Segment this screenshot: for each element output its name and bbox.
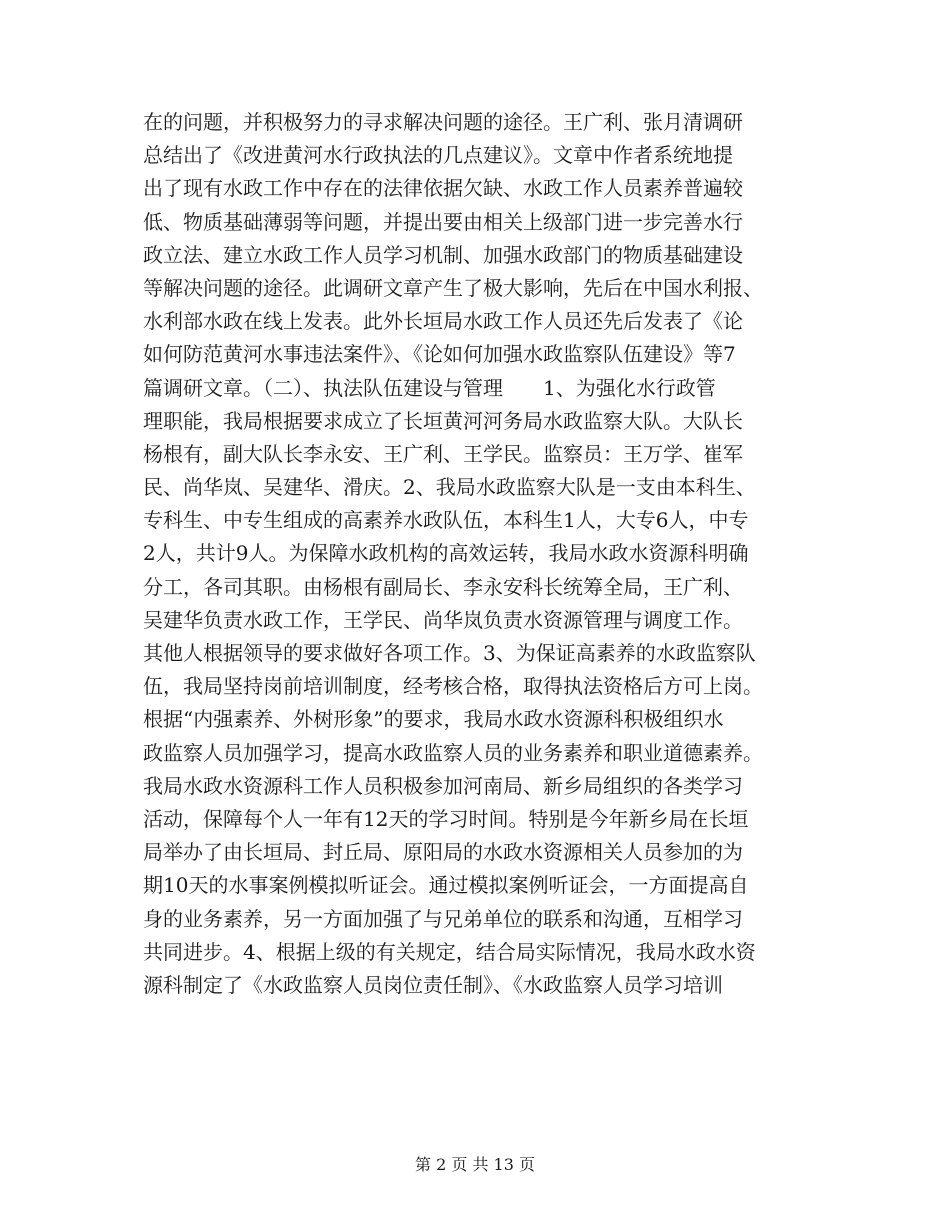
text-line: 杨根有，副大队长李永安、王广利、王学民。监察员：王万学、崔军 [143,441,743,466]
text-line: 吴建华负责水政工作，王学民、尚华岚负责水资源管理与调度工作。 [143,607,743,632]
text-line: 共同进步。4、根据上级的有关规定，结合局实际情况，我局水政水资 [143,939,756,964]
text-line: 等解决问题的途径。此调研文章产生了极大影响，先后在中国水利报、 [143,275,763,300]
text-line: 局举办了由长垣局、封丘局、原阳局的水政水资源相关人员参加的为 [143,840,743,865]
text-line: 伍，我局坚持岗前培训制度，经考核合格，取得执法资格后方可上岗。 [143,674,763,699]
text-line: 专科生、中专生组成的高素养水政队伍，本科生1人，大专6人，中专 [143,508,749,533]
text-line: 活动，保障每个人一年有12天的学习时间。特别是今年新乡局在长垣 [143,806,749,831]
text-line: 在的问题，并积极努力的寻求解决问题的途径。王广利、张月清调研 [143,110,743,134]
text-line: 低、物质基础薄弱等问题，并提出要由相关上级部门进一步完善水行 [143,209,743,234]
page-footer: 第 2 页 共 13 页 [415,1155,535,1174]
text-line: 民、尚华岚、吴建华、滑庆。2、我局水政监察大队是一支由本科生、 [143,475,756,500]
text-line: 总结出了《改进黄河水行政执法的几点建议》。文章中作者系统地提 [143,143,733,168]
body-text [143,106,823,1002]
text-line: 理职能，我局根据要求成立了长垣黄河河务局水政监察大队。大队长 [143,408,743,433]
text-line: 如何防范黄河水事违法案件》、《论如何加强水政监察队伍建设》等7 [143,342,736,367]
text-line: 身的业务素养，另一方面加强了与兄弟单位的联系和沟通，互相学习 [143,906,743,931]
text-line: 政立法、建立水政工作人员学习机制、加强水政部门的物质基础建设 [143,242,743,267]
text-line: 水利部水政在线上发表。此外长垣局水政工作人员还先后发表了《论 [143,309,743,334]
text-line: 篇调研文章。（二）、执法队伍建设与管理 1、为强化水行政管 [143,375,716,400]
text-line: 出了现有水政工作中存在的法律依据欠缺、水政工作人员素养普遍较 [143,176,743,201]
text-line: 政监察人员加强学习，提高水政监察人员的业务素养和职业道德素养。 [143,740,763,765]
text-line: 2人，共计9人。为保障水政机构的高效运转，我局水政水资源科明确 [143,541,749,566]
text-line: 期10天的水事案例模拟听证会。通过模拟案例听证会，一方面提高自 [143,873,749,898]
text-line: 其他人根据领导的要求做好各项工作。3、为保证高素养的水政监察队 [143,641,756,665]
text-line: 我局水政水资源科工作人员积极参加河南局、新乡局组织的各类学习 [143,773,743,798]
text-line: 根据“内强素养、外树形象”的要求，我局水政水资源科积极组织水 [143,707,724,732]
text-line: 源科制定了《水政监察人员岗位责任制》、《水政监察人员学习培训 [143,972,723,997]
text-line: 分工，各司其职。由杨根有副局长、李永安科长统筹全局，王广利、 [143,574,743,599]
